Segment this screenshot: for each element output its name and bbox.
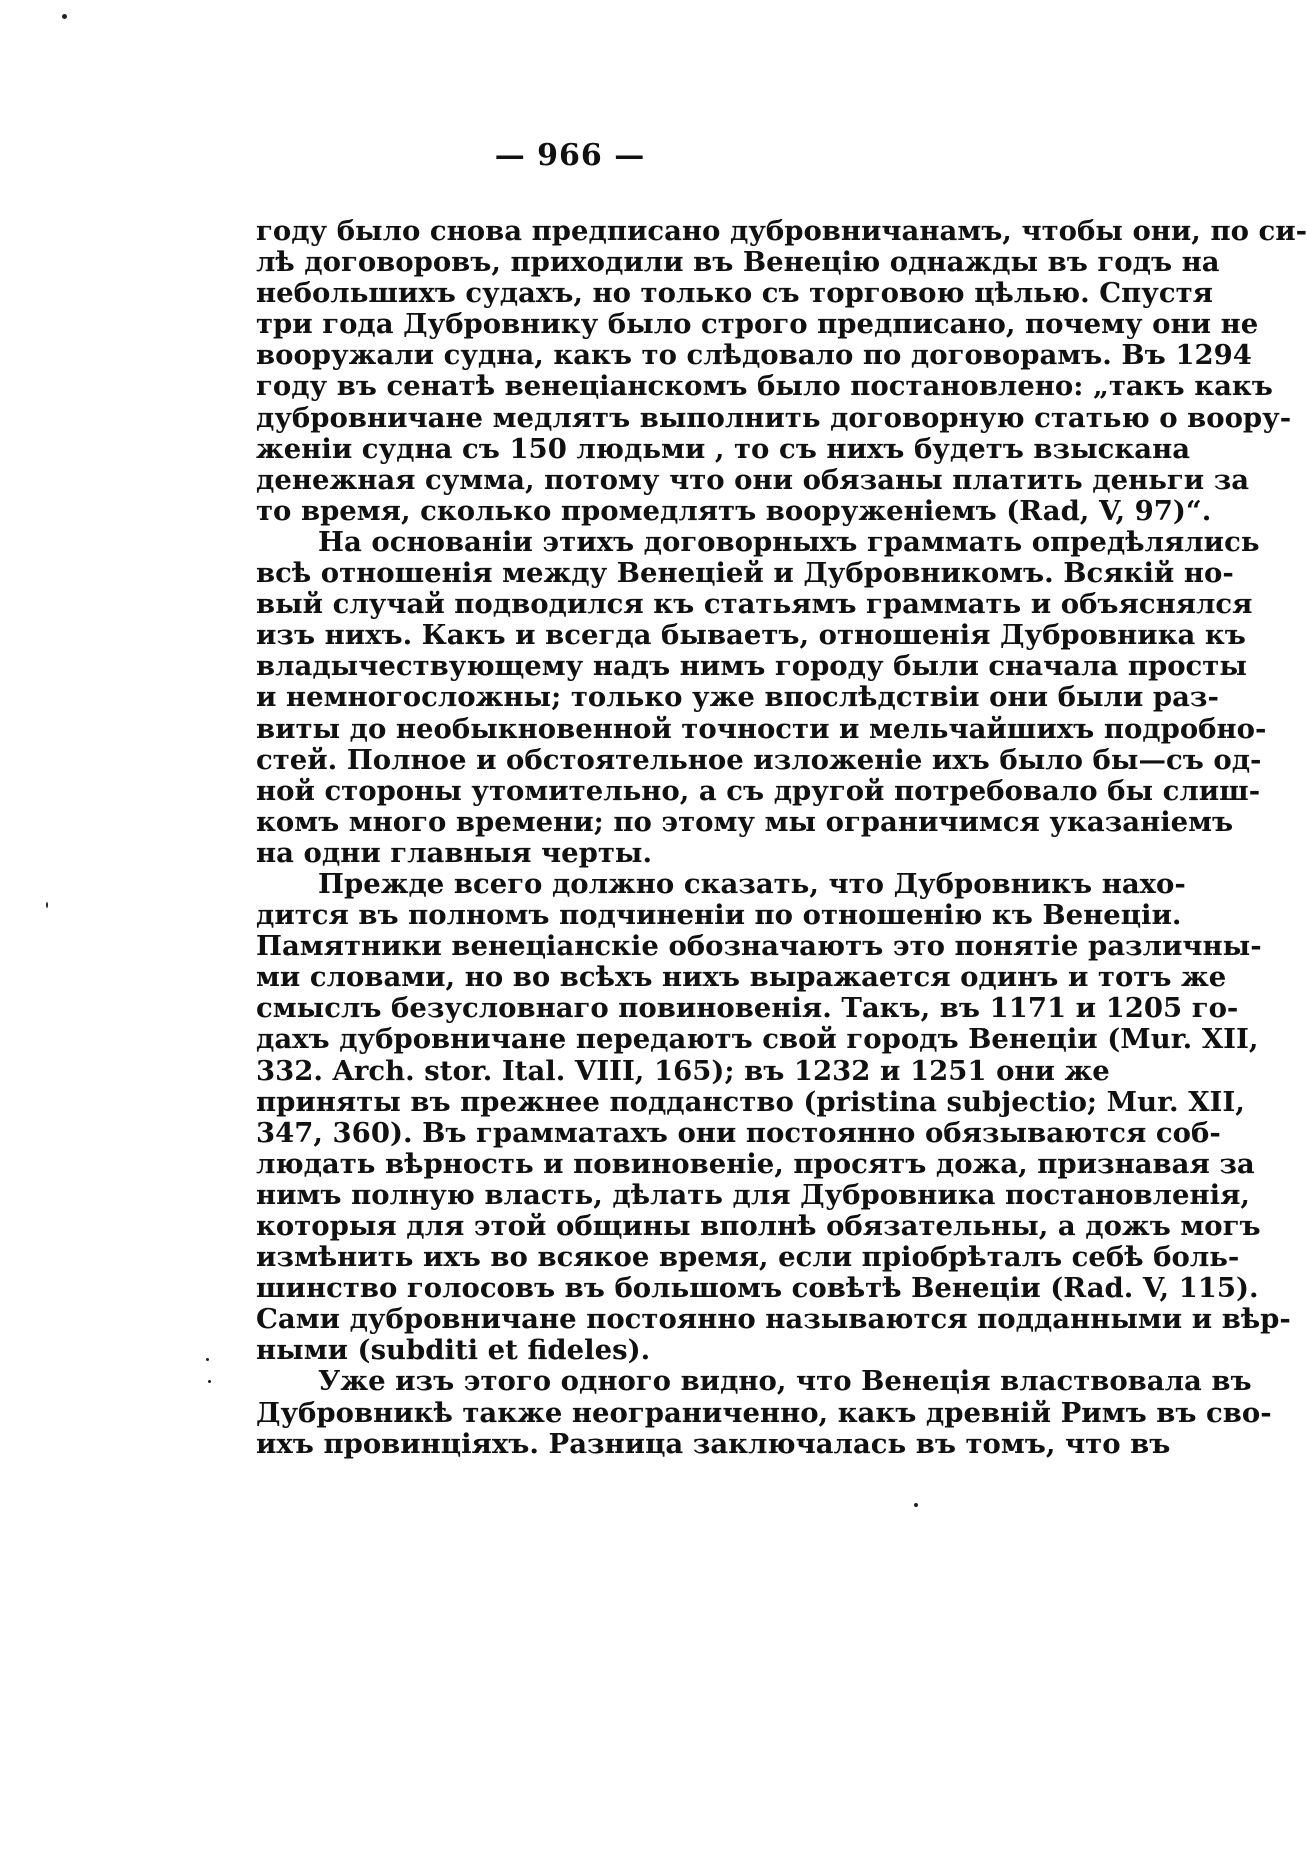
text-line: женіи судна съ 150 людьми , то съ нихъ будетъ взыскана xyxy=(256,432,1191,465)
text-line: нимъ полную власть, дѣлать для Дубровника постановленія, xyxy=(256,1178,1250,1211)
text-line: людать вѣрность и повиновеніе, просятъ дожа, признавая за xyxy=(256,1147,1255,1180)
body-text xyxy=(256,215,1307,1460)
text-line: шинство голосовъ въ большомъ совѣтѣ Венеціи (Rad. V, 115). xyxy=(256,1272,1259,1305)
text-line: небольшихъ судахъ, но только съ торговою цѣлью. Спустя xyxy=(256,277,1213,310)
text-line: лѣ договоровъ, приходили въ Венецію однажды въ годъ на xyxy=(256,246,1220,279)
text-line: и немногосложны; только уже впослѣдствіи они были раз- xyxy=(256,681,1219,714)
scan-speck xyxy=(208,1380,211,1383)
text-line: изъ нихъ. Какъ и всегда бываетъ, отношенія Дубровника къ xyxy=(256,619,1246,652)
text-line: вый случай подводился къ статьямъ граммать и объяснялся xyxy=(256,588,1253,621)
text-line: Памятники венеціанскіе обозначаютъ это понятіе различны- xyxy=(256,930,1262,963)
text-line: Уже изъ этого одного видно, что Венеція властвовала въ xyxy=(318,1365,1252,1398)
text-line: вооружали судна, какъ то слѣдовало по договорамъ. Въ 1294 xyxy=(256,339,1252,372)
text-line: году въ сенатѣ венеціанскомъ было постановлено: „такъ какъ xyxy=(256,370,1273,403)
paragraph xyxy=(256,867,1291,1367)
scan-speck xyxy=(46,902,48,908)
text-line: три года Дубровнику было строго предписано, почему они не xyxy=(256,308,1259,341)
text-line: приняты въ прежнее подданство (pristina subjectio; Mur. XII, xyxy=(256,1085,1245,1118)
text-line: на одни главныя черты. xyxy=(256,836,653,869)
paragraph xyxy=(256,525,1267,869)
text-line: ихъ провинціяхъ. Разница заключалась въ томъ, что въ xyxy=(256,1427,1171,1460)
text-line: дубровничане медлятъ выполнить договорную статью о воору- xyxy=(256,401,1292,434)
text-line: измѣнить ихъ во всякое время, если пріобрѣталъ себѣ боль- xyxy=(256,1241,1240,1274)
text-line: владычествующему надъ нимъ городу были сначала просты xyxy=(256,650,1247,683)
text-line: смыслъ безусловнаго повиновенія. Такъ, въ 1171 и 1205 го- xyxy=(256,992,1239,1025)
text-line: комъ много времени; по этому мы ограничимся указаніемъ xyxy=(256,805,1234,838)
text-line: Сами дубровничане постоянно называются подданными и вѣр- xyxy=(256,1303,1291,1336)
text-line: ми словами, но во всѣхъ нихъ выражается одинъ и тотъ же xyxy=(256,961,1227,994)
text-line: Прежде всего должно сказать, что Дубровникъ нахо- xyxy=(318,867,1186,900)
text-line: дахъ дубровничане передаютъ свой городъ Венеціи (Mur. XII, xyxy=(256,1023,1259,1056)
text-line: которыя для этой общины вполнѣ обязательны, а дожъ могъ xyxy=(256,1210,1261,1242)
text-line: стей. Полное и обстоятельное изложеніе ихъ было бы—съ од- xyxy=(256,743,1262,776)
text-line: то время, сколько промедлятъ вооруженіемъ (Rad, V, 97)“. xyxy=(256,494,1212,527)
text-line: Дубровникѣ также неограниченно, какъ древній Римъ въ сво- xyxy=(256,1396,1272,1429)
scan-speck xyxy=(914,1503,918,1507)
scan-speck xyxy=(206,1358,209,1361)
text-line: ной стороны утомительно, а съ другой потребовало бы слиш- xyxy=(256,774,1261,807)
text-line: 332. Arch. stor. Ital. VIII, 165); въ 1232 и 1251 они же xyxy=(256,1054,1110,1087)
text-line: всѣ отношенія между Венеціей и Дубровникомъ. Всякій но- xyxy=(256,557,1234,590)
text-line: На основаніи этихъ договорныхъ граммать опредѣлялись xyxy=(318,525,1260,558)
text-line: виты до необыкновенной точности и мельчайшихъ подробно- xyxy=(256,712,1267,745)
paragraph xyxy=(256,215,1307,527)
text-line: дится въ полномъ подчиненіи по отношенію къ Венеціи. xyxy=(256,899,1182,932)
page-number: — 966 — xyxy=(494,138,646,173)
scan-speck xyxy=(62,14,67,19)
text-line: денежная сумма, потому что они обязаны платить деньги за xyxy=(256,463,1250,496)
text-line: ными (subditi et fideles). xyxy=(256,1334,651,1367)
text-line: году было снова предписано дубровничанамъ, чтобы они, по си- xyxy=(256,215,1307,247)
text-line: 347, 360). Въ грамматахъ они постоянно обязываются соб- xyxy=(256,1116,1221,1149)
paragraph xyxy=(256,1365,1272,1460)
